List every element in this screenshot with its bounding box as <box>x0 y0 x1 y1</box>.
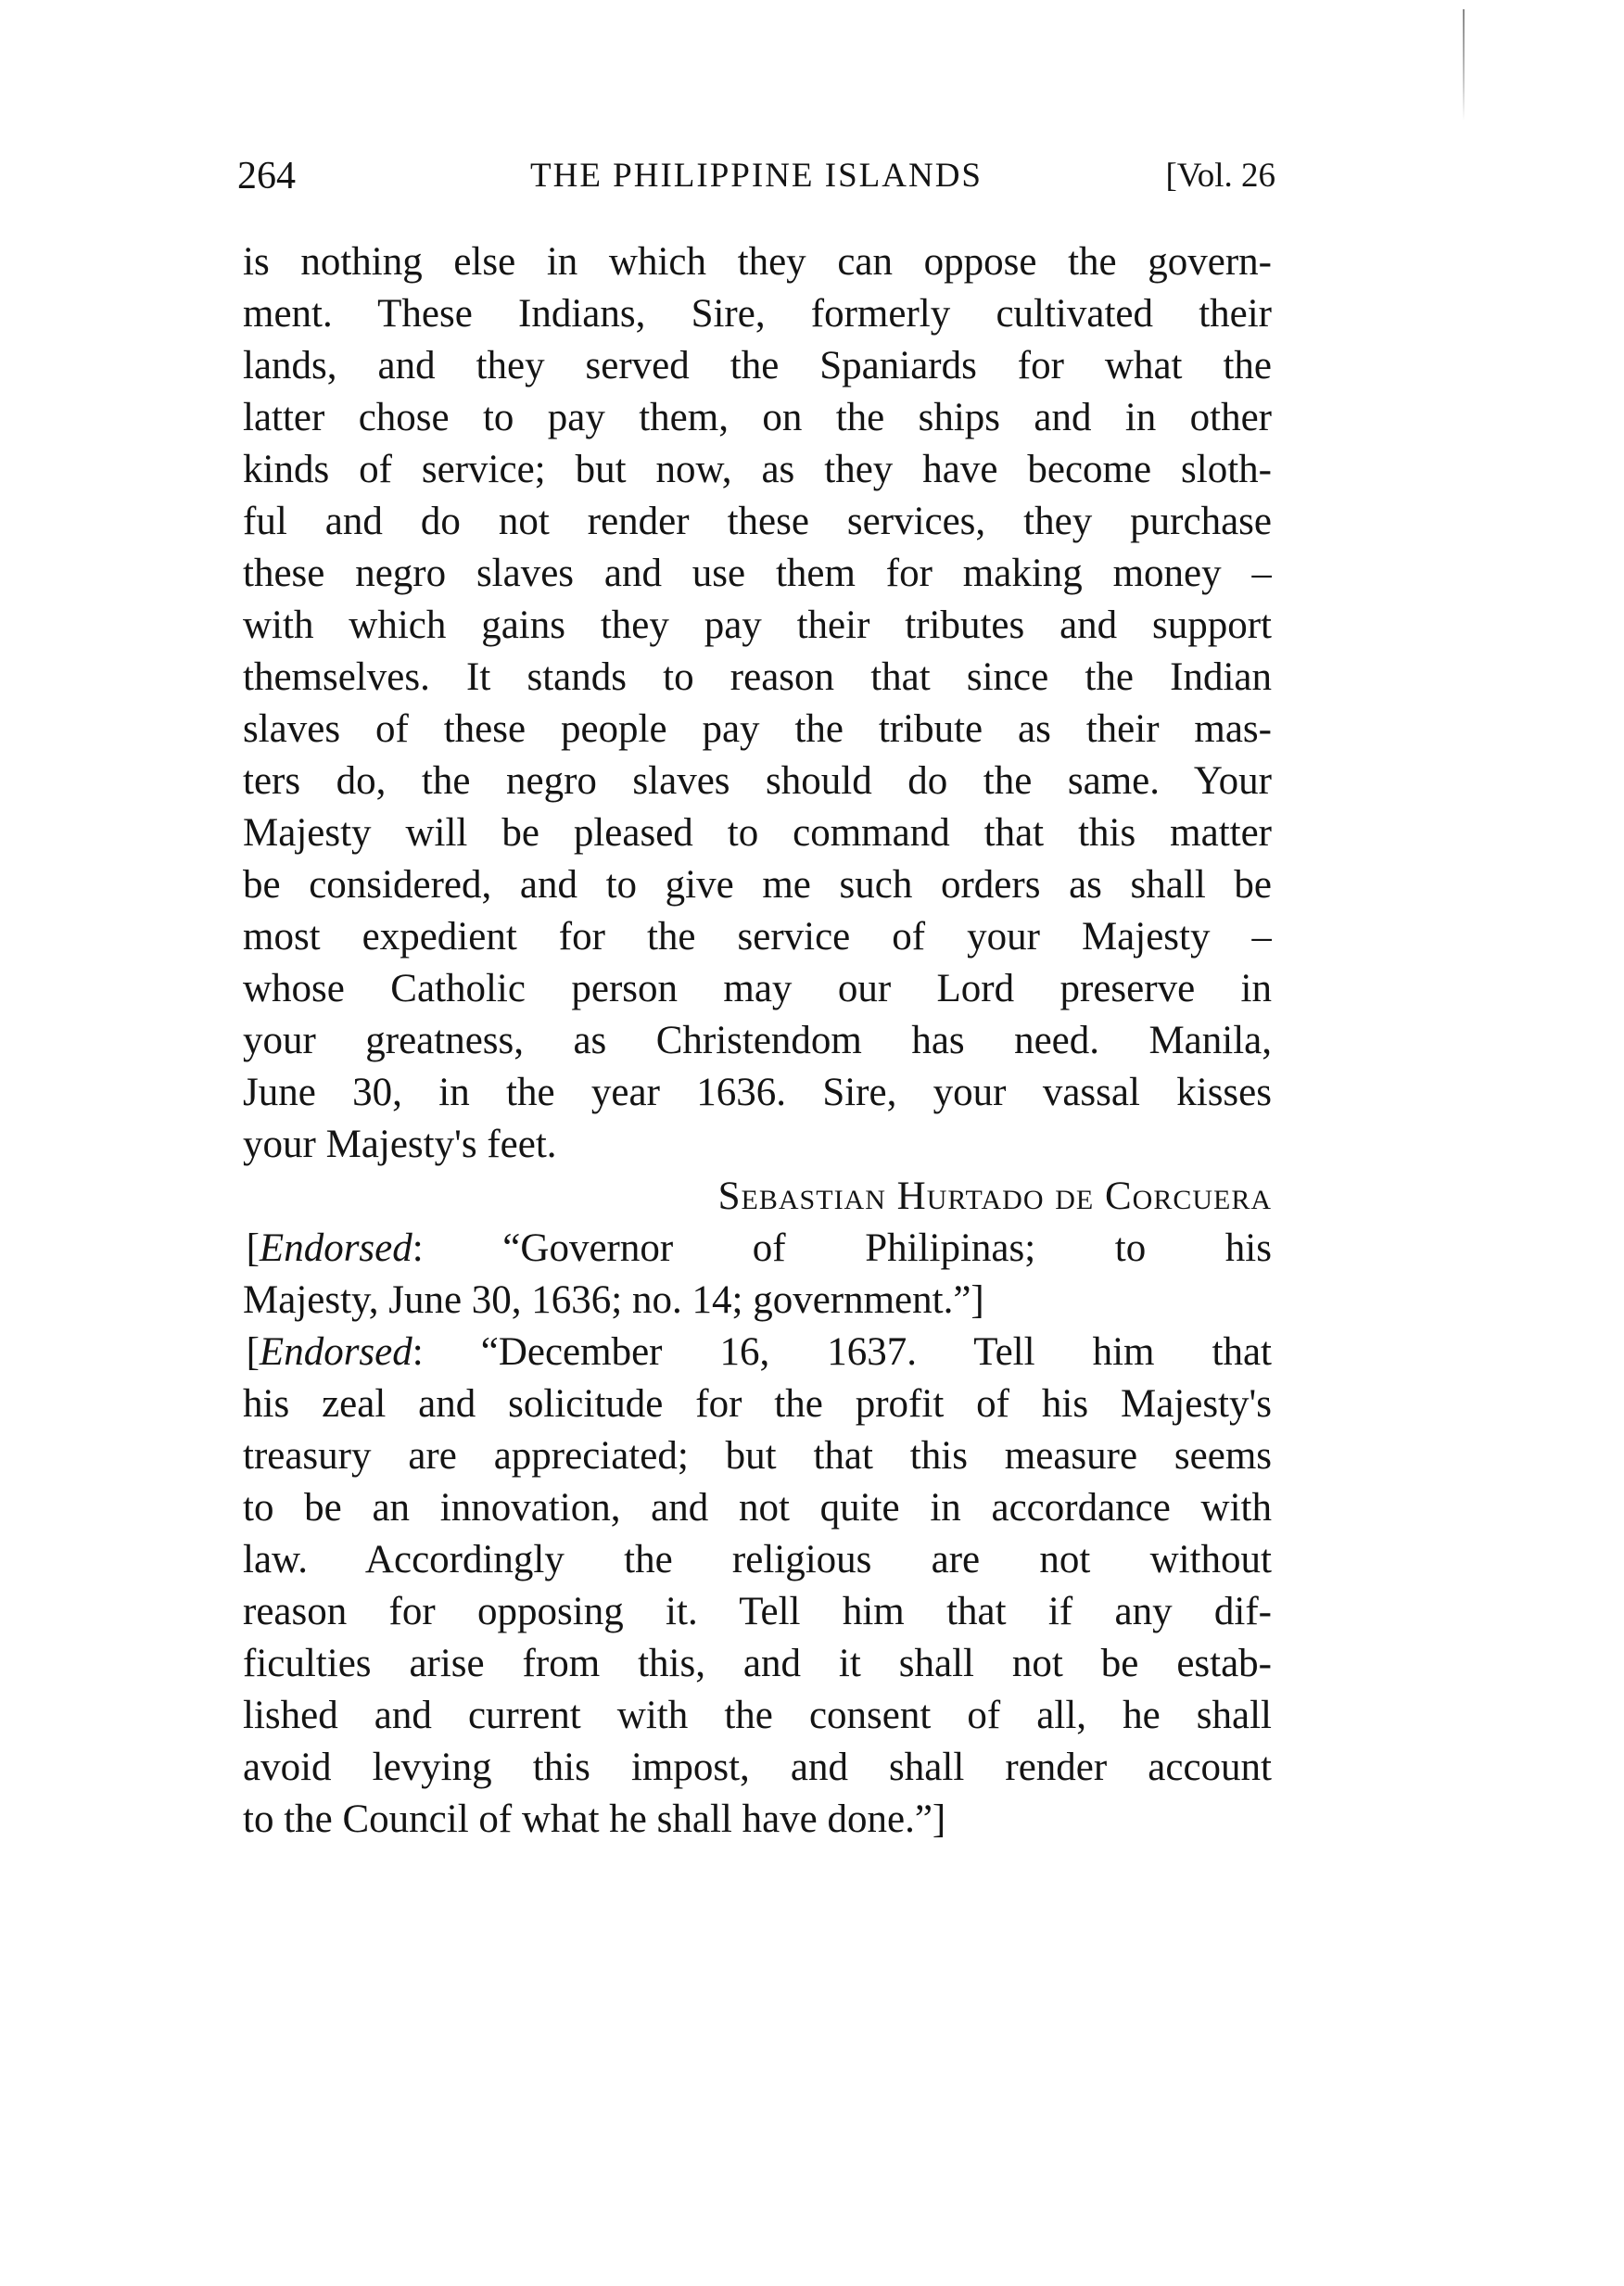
text-line: your greatness, as Christendom has need. Manila, <box>243 1019 1272 1062</box>
text-line: slaves of these people pay the tribute as their mas- <box>243 707 1272 751</box>
text-line: lands, and they served the Spaniards for what the <box>243 344 1272 387</box>
text-line: be considered, and to give me such orders as shall be <box>243 863 1272 907</box>
text-line: your Majesty's feet. <box>243 1123 557 1166</box>
body-text <box>243 236 1272 1846</box>
endorsement-2-line: law. Accordingly the religious are not without <box>243 1538 1272 1581</box>
endorsement-2-line: lished and current with the consent of all, he shall <box>243 1694 1272 1737</box>
text-line: ters do, the negro slaves should do the same. Your <box>243 759 1272 803</box>
page-number: 264 <box>237 155 296 197</box>
text-line: these negro slaves and use them for making money – <box>243 552 1272 595</box>
text-line: themselves. It stands to reason that since the Indian <box>243 655 1272 699</box>
endorsement-2-line: avoid levying this impost, and shall render account <box>243 1746 1272 1789</box>
endorsement-1-line: [Endorsed: “Governor of Philipinas; to his <box>243 1226 1272 1270</box>
endorsement-2-line: treasury are appreciated; but that this measure seems <box>243 1434 1272 1478</box>
text-line: ment. These Indians, Sire, formerly cultivated their <box>243 292 1272 336</box>
endorsement-1-line: Majesty, June 30, 1636; no. 14; government.”] <box>243 1278 984 1322</box>
text-line: is nothing else in which they can oppose the govern- <box>243 240 1272 284</box>
text-line: whose Catholic person may our Lord preserve in <box>243 967 1272 1010</box>
signature: Sebastian Hurtado de Corcuera <box>717 1175 1272 1218</box>
endorsement-label: Endorsed <box>259 1330 412 1374</box>
text-line: June 30, in the year 1636. Sire, your vassal kisses <box>243 1071 1272 1114</box>
volume-number: [Vol. 26 <box>1165 157 1275 195</box>
scan-edge-mark <box>1463 9 1465 121</box>
running-head <box>237 148 1275 204</box>
text-line: with which gains they pay their tributes and support <box>243 603 1272 647</box>
endorsement-2-line: to the Council of what he shall have done.”] <box>243 1797 946 1841</box>
endorsement-2-line: reason for opposing it. Tell him that if any dif- <box>243 1590 1272 1633</box>
endorsement-text: : “Governor of Philipinas; to his <box>412 1226 1272 1270</box>
text-line: Majesty will be pleased to command that this matter <box>243 811 1272 855</box>
endorsement-2-line: [Endorsed: “December 16, 1637. Tell him that <box>243 1330 1272 1374</box>
endorsement-2-line: ficulties arise from this, and it shall not be estab- <box>243 1642 1272 1685</box>
text-line: most expedient for the service of your Majesty – <box>243 915 1272 959</box>
text-line: latter chose to pay them, on the ships and in other <box>243 396 1272 439</box>
endorsement-text: : “December 16, 1637. Tell him that <box>412 1330 1272 1374</box>
running-title: THE PHILIPPINE ISLANDS <box>530 157 983 195</box>
endorsement-label: Endorsed <box>259 1226 412 1270</box>
text-line: kinds of service; but now, as they have become sloth- <box>243 448 1272 491</box>
endorsement-2-line: his zeal and solicitude for the profit of his Majesty's <box>243 1382 1272 1426</box>
text-line: ful and do not render these services, they purchase <box>243 500 1272 543</box>
endorsement-2-line: to be an innovation, and not quite in accordance with <box>243 1486 1272 1530</box>
